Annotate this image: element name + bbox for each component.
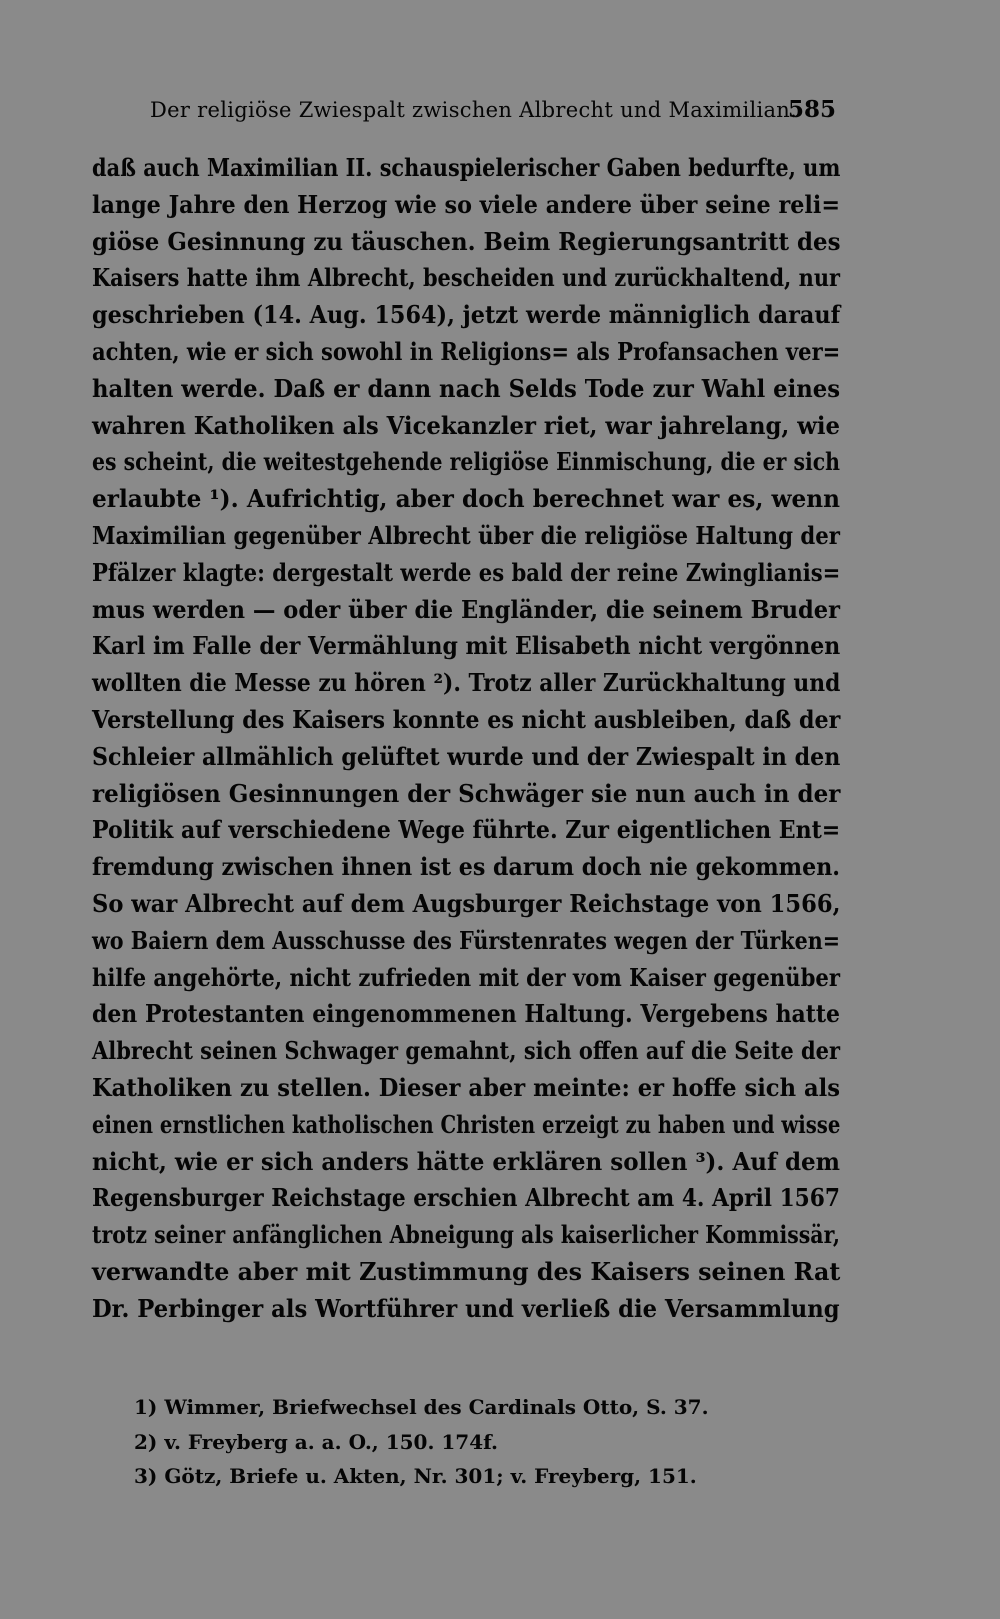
running-title: Der religiöse Zwiespalt zwischen Albrecht und Maximilian. [150, 98, 798, 122]
text-line: wahren Katholiken als Vicekanzler riet, war jahrelang, wie [92, 410, 840, 440]
text-line: Verstellung des Kaisers konnte es nicht ausbleiben, daß der [92, 704, 841, 734]
text-line: verwandte aber mit Zustimmung des Kaisers seinen Rat [92, 1256, 841, 1286]
text-line: Regensburger Reichstage erschien Albrecht am 4. April 1567 [92, 1183, 840, 1213]
text-line: daß auch Maximilian II. schauspielerischer Gaben bedurfte, um [92, 153, 841, 182]
footnote-2: 2) v. Freyberg a. a. O., 150. 174f. [134, 1429, 498, 1454]
text-line: Dr. Perbinger als Wortführer und verließ die Versammlung [92, 1293, 840, 1323]
text-line: einen ernstlichen katholischen Christen erzeigt zu haben und wisse [92, 1109, 841, 1139]
text-line: nicht, wie er sich anders hätte erklären sollen ³). Auf dem [92, 1146, 841, 1176]
text-line: hilfe angehörte, nicht zufrieden mit der vom Kaiser gegenüber [92, 962, 840, 992]
text-line: erlaubte ¹). Aufrichtig, aber doch berechnet war es, wenn [92, 484, 840, 514]
text-line: Pfälzer klagte: dergestalt werde es bald der reine Zwinglianis= [92, 557, 841, 587]
text-line: wollten die Messe zu hören ²). Trotz aller Zurückhaltung und [92, 668, 841, 698]
text-line: wo Baiern dem Ausschusse des Fürstenrates wegen der Türken= [92, 925, 840, 955]
text-line: den Protestanten eingenommenen Haltung. Vergebens hatte [92, 999, 840, 1029]
text-line: Karl im Falle der Vermählung mit Elisabeth nicht vergönnen [92, 631, 841, 661]
text-line: Schleier allmählich gelüftet wurde und der Zwiespalt in den [92, 741, 841, 771]
text-line: geschrieben (14. Aug. 1564), jetzt werde männiglich darauf [92, 300, 841, 330]
text-line: giöse Gesinnung zu täuschen. Beim Regierungsantritt des [92, 226, 841, 256]
text-line: halten werde. Daß er dann nach Selds Tode zur Wahl eines [92, 373, 840, 403]
text-line: Albrecht seinen Schwager gemahnt, sich offen auf die Seite der [92, 1036, 840, 1066]
text-line: So war Albrecht auf dem Augsburger Reichstage von 1566, [92, 888, 841, 918]
text-line: religiösen Gesinnungen der Schwäger sie nun auch in der [92, 778, 841, 808]
footnote-1: 1) Wimmer, Briefwechsel des Cardinals Otto, S. 37. [134, 1395, 709, 1419]
text-line: Politik auf verschiedene Wege führte. Zur eigentlichen Ent= [92, 815, 841, 845]
footnote-3: 3) Götz, Briefe u. Akten, Nr. 301; v. Freyberg, 151. [134, 1464, 697, 1488]
text-line: achten, wie er sich sowohl in Religions= als Profansachen ver= [92, 336, 841, 366]
text-line: trotz seiner anfänglichen Abneigung als kaiserlicher Kommissär, [92, 1220, 840, 1250]
text-line: es scheint, die weitestgehende religiöse Einmischung, die er sich [92, 447, 840, 477]
text-line: Katholiken zu stellen. Dieser aber meinte: er hoffe sich als [92, 1072, 840, 1102]
text-line: Maximilian gegenüber Albrecht über die religiöse Haltung der [92, 520, 841, 550]
body-text [92, 150, 840, 1328]
text-line: fremdung zwischen ihnen ist es darum doch nie gekommen. [92, 852, 840, 882]
text-line: Kaisers hatte ihm Albrecht, bescheiden und zurückhaltend, nur [92, 263, 840, 293]
text-line: mus werden — oder über die Engländer, die seinem Bruder [92, 594, 840, 624]
text-line: lange Jahre den Herzog wie so viele andere über seine reli= [92, 189, 840, 219]
page-number: 585 [788, 96, 837, 123]
footnotes [134, 1390, 774, 1494]
